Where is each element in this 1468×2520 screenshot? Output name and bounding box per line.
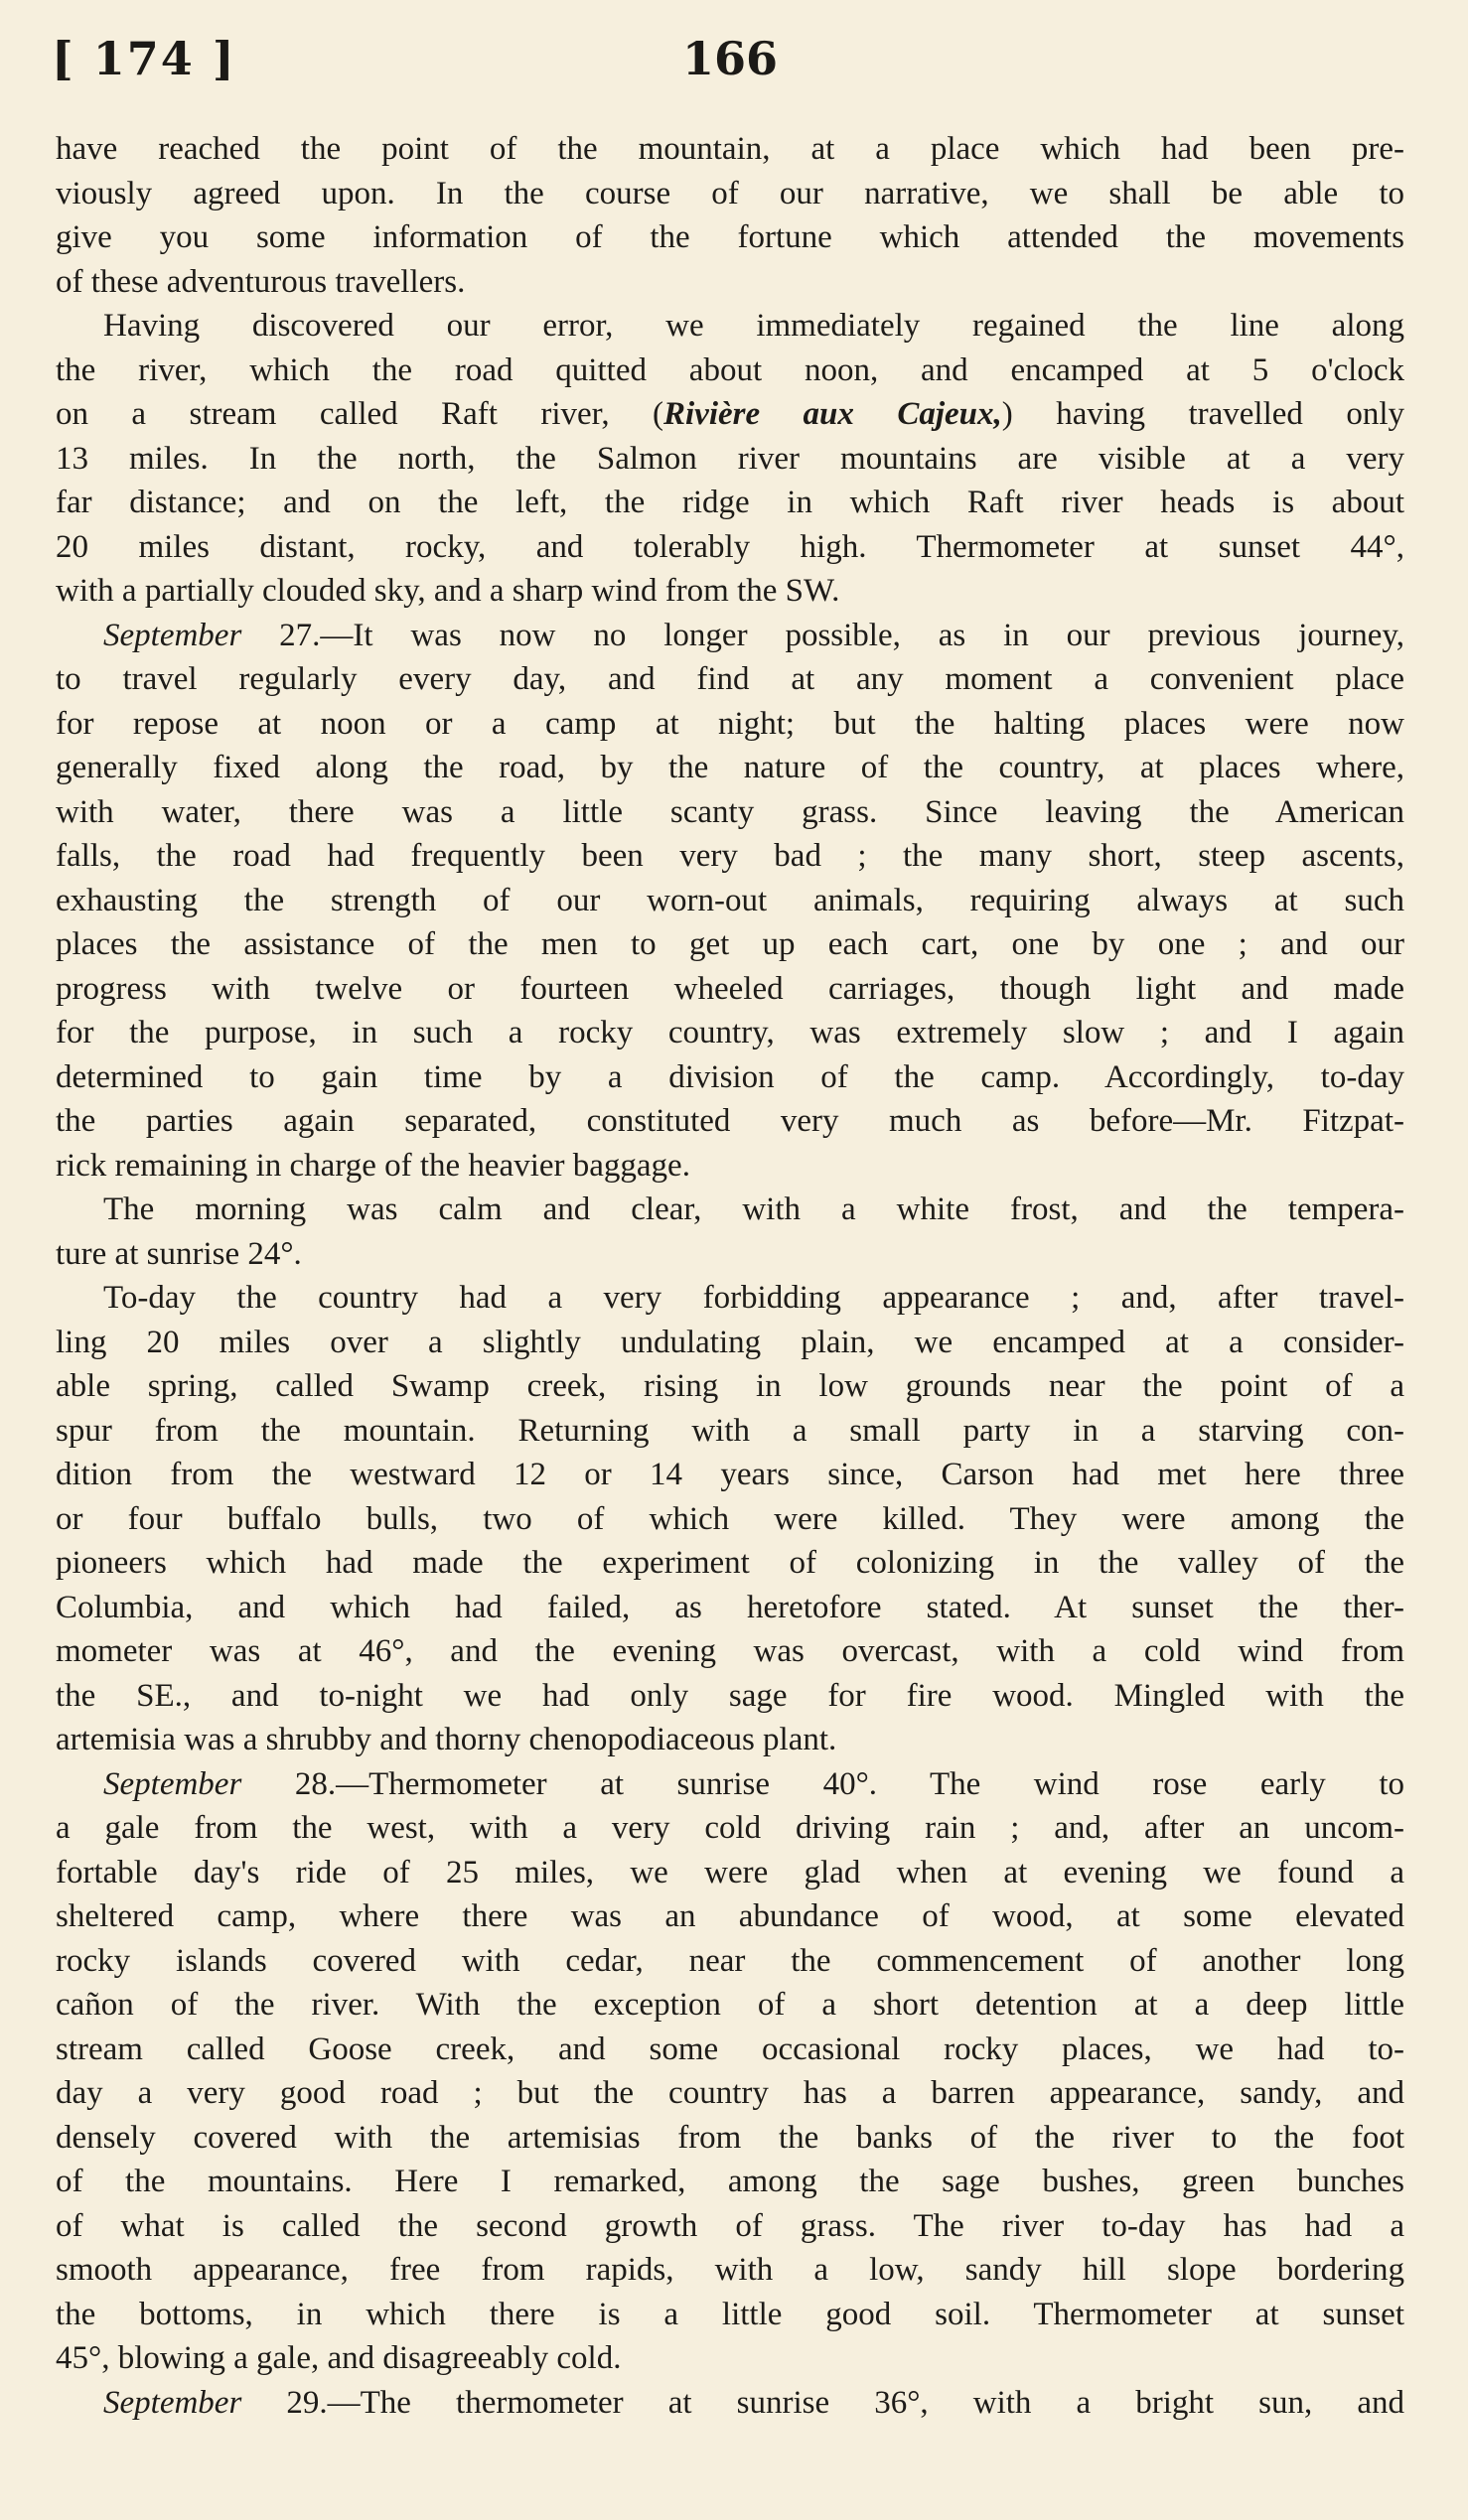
text-segment: To-day the country had a very forbidding appearance ; and, after travel- — [103, 1280, 1404, 1316]
text-line — [56, 834, 1404, 879]
text-segment: have reached the point of the mountain, at a place which had been pre- — [56, 131, 1404, 167]
text-line — [56, 525, 1404, 570]
text-line — [56, 2381, 1404, 2426]
text-line — [56, 1894, 1404, 1939]
text-line — [56, 215, 1404, 260]
text-line — [56, 1011, 1404, 1055]
text-line — [56, 2028, 1404, 2072]
text-segment: smooth appearance, free from rapids, with a low, sandy hill slope bordering — [56, 2252, 1404, 2288]
text-line — [56, 1453, 1404, 1497]
text-line — [56, 879, 1404, 923]
text-line — [56, 1586, 1404, 1630]
text-segment: 29.—The thermometer at sunrise 36°, with a bright sun, and — [241, 2384, 1404, 2421]
text-line — [56, 2071, 1404, 2116]
text-segment: The morning was calm and clear, with a white frost, and the tempera- — [103, 1191, 1404, 1227]
text-segment: able spring, called Swamp creek, rising in low grounds near the point of a — [56, 1368, 1404, 1404]
text-segment: determined to gain time by a division of the camp. Accordingly, to-day — [56, 1058, 1404, 1095]
text-segment: sheltered camp, where there was an abundance of wood, at some elevated — [56, 1898, 1404, 1934]
text-segment: densely covered with the artemisias from the banks of the river to the foot — [56, 2119, 1404, 2156]
text-line — [56, 1541, 1404, 1586]
text-segment: for repose at noon or a camp at night; but the halting places were now — [56, 705, 1404, 742]
page-header — [52, 32, 1422, 101]
text-segment: dition from the westward 12 or 14 years since, Carson had met here three — [56, 1457, 1404, 1492]
text-segment: 28.—Thermometer at sunrise 40°. The wind rose early to — [241, 1765, 1404, 1802]
text-line — [56, 1939, 1404, 1984]
text-line — [56, 746, 1404, 790]
text-segment: the river, which the road quitted about noon, and encamped at 5 o'clock — [56, 351, 1404, 388]
text-segment: pioneers which had made the experiment of colonizing in the valley of the — [56, 1545, 1404, 1581]
text-line — [56, 1806, 1404, 1851]
text-segment: spur from the mountain. Returning with a small party in a starving con- — [56, 1412, 1404, 1449]
text-line — [56, 790, 1404, 835]
text-segment: the parties again separated, constituted very much as before—Mr. Fitzpat- — [56, 1103, 1404, 1139]
text-line — [56, 702, 1404, 747]
text-segment: exhausting the strength of our worn-out animals, requiring always at such — [56, 882, 1404, 918]
text-line — [56, 260, 1404, 305]
text-segment: day a very good road ; but the country has a barren appearance, sandy, and — [56, 2075, 1404, 2111]
page-number: 166 — [682, 32, 779, 85]
text-segment: or four buffalo bulls, two of which were killed. They were among the — [56, 1500, 1404, 1537]
text-segment: 20 miles distant, rocky, and tolerably high. Thermometer at sunset 44°, — [56, 528, 1404, 565]
text-line — [56, 2116, 1404, 2161]
text-line — [56, 349, 1404, 393]
text-segment: for the purpose, in such a rocky country, was extremely slow ; and I again — [56, 1015, 1404, 1050]
text-segment: fortable day's ride of 25 miles, we were glad when at evening we found a — [56, 1854, 1404, 1890]
text-line — [56, 437, 1404, 482]
text-line — [56, 1364, 1404, 1409]
text-line — [56, 2293, 1404, 2337]
body-text — [56, 127, 1404, 2425]
text-line — [56, 1188, 1404, 1232]
italic-text: September — [103, 2384, 242, 2421]
text-line — [56, 481, 1404, 525]
text-segment: rocky islands covered with cedar, near the commencement of another long — [56, 1942, 1404, 1979]
text-segment: to travel regularly every day, and find at any moment a convenient place — [56, 661, 1404, 697]
text-segment: Having discovered our error, we immediately regained the line along — [103, 308, 1404, 344]
text-segment: viously agreed upon. In the course of our narrative, we shall be able to — [56, 175, 1404, 211]
text-line — [56, 657, 1404, 702]
text-segment: progress with twelve or fourteen wheeled carriages, though light and made — [56, 970, 1404, 1007]
text-line — [56, 2336, 1404, 2381]
text-line — [56, 1409, 1404, 1454]
text-line — [56, 172, 1404, 216]
text-segment: the SE., and to-night we had only sage for fire wood. Mingled with the — [56, 1677, 1404, 1714]
text-segment: on a stream called Raft river, ( — [56, 396, 663, 432]
text-segment: far distance; and on the left, the ridge in which Raft river heads is about — [56, 485, 1404, 520]
text-segment: places the assistance of the men to get up each cart, one by one ; and our — [56, 926, 1404, 962]
text-segment: of what is called the second growth of grass. The river to-day has had a — [56, 2207, 1404, 2244]
text-segment: 27.—It was now no longer possible, as in our previous journey, — [241, 617, 1404, 653]
text-line — [56, 614, 1404, 658]
text-line — [56, 1983, 1404, 2028]
text-segment: rick remaining in charge of the heavier baggage. — [56, 1147, 690, 1184]
text-line — [56, 1144, 1404, 1189]
text-segment: of the mountains. Here I remarked, among the sage bushes, green bunches — [56, 2164, 1404, 2199]
italic-text: Rivière aux Cajeux, — [663, 396, 1002, 432]
text-segment: stream called Goose creek, and some occasional rocky places, we had to- — [56, 2030, 1404, 2067]
text-segment: of these adventurous travellers. — [56, 263, 466, 300]
text-line — [56, 304, 1404, 349]
text-line — [56, 2160, 1404, 2204]
italic-text: September — [103, 617, 242, 653]
text-line — [56, 1321, 1404, 1365]
text-line — [56, 922, 1404, 967]
text-segment: with a partially clouded sky, and a sharp wind from the SW. — [56, 573, 840, 609]
text-line — [56, 1762, 1404, 1807]
text-line — [56, 1232, 1404, 1277]
text-line — [56, 392, 1404, 437]
text-segment: falls, the road had frequently been very bad ; the many short, steep ascents, — [56, 838, 1404, 874]
text-line — [56, 1629, 1404, 1674]
text-segment: give you some information of the fortune which attended the movements — [56, 219, 1404, 255]
text-segment: the bottoms, in which there is a little good soil. Thermometer at sunset — [56, 2296, 1404, 2332]
text-line — [56, 1674, 1404, 1719]
text-segment: with water, there was a little scanty grass. Since leaving the American — [56, 793, 1404, 830]
text-segment: ling 20 miles over a slightly undulating plain, we encamped at a consider- — [56, 1324, 1404, 1360]
text-line — [56, 1851, 1404, 1895]
text-line — [56, 1276, 1404, 1321]
text-line — [56, 1497, 1404, 1542]
text-segment: 45°, blowing a gale, and disagreeably cold. — [56, 2340, 622, 2376]
text-line — [56, 1718, 1404, 1762]
text-line — [56, 1099, 1404, 1144]
text-line — [56, 569, 1404, 614]
text-segment: ture at sunrise 24°. — [56, 1235, 302, 1272]
text-line — [56, 127, 1404, 172]
text-segment: ) having travelled only — [1001, 396, 1404, 432]
text-segment: generally fixed along the road, by the nature of the country, at places where, — [56, 750, 1404, 785]
text-segment: cañon of the river. With the exception of a short detention at a deep little — [56, 1987, 1404, 2023]
text-line — [56, 1055, 1404, 1100]
text-segment: mometer was at 46°, and the evening was overcast, with a cold wind from — [56, 1633, 1404, 1669]
italic-text: September — [103, 1765, 242, 1802]
text-line — [56, 967, 1404, 1012]
text-segment: 13 miles. In the north, the Salmon river mountains are visible at a very — [56, 440, 1404, 477]
text-segment: a gale from the west, with a very cold driving rain ; and, after an uncom- — [56, 1810, 1404, 1846]
text-line — [56, 2204, 1404, 2249]
text-line — [56, 2248, 1404, 2293]
bracketed-page-number: [ 174 ] — [52, 32, 236, 85]
text-segment: Columbia, and which had failed, as heretofore stated. At sunset the ther- — [56, 1589, 1404, 1625]
text-segment: artemisia was a shrubby and thorny chenopodiaceous plant. — [56, 1722, 837, 1757]
